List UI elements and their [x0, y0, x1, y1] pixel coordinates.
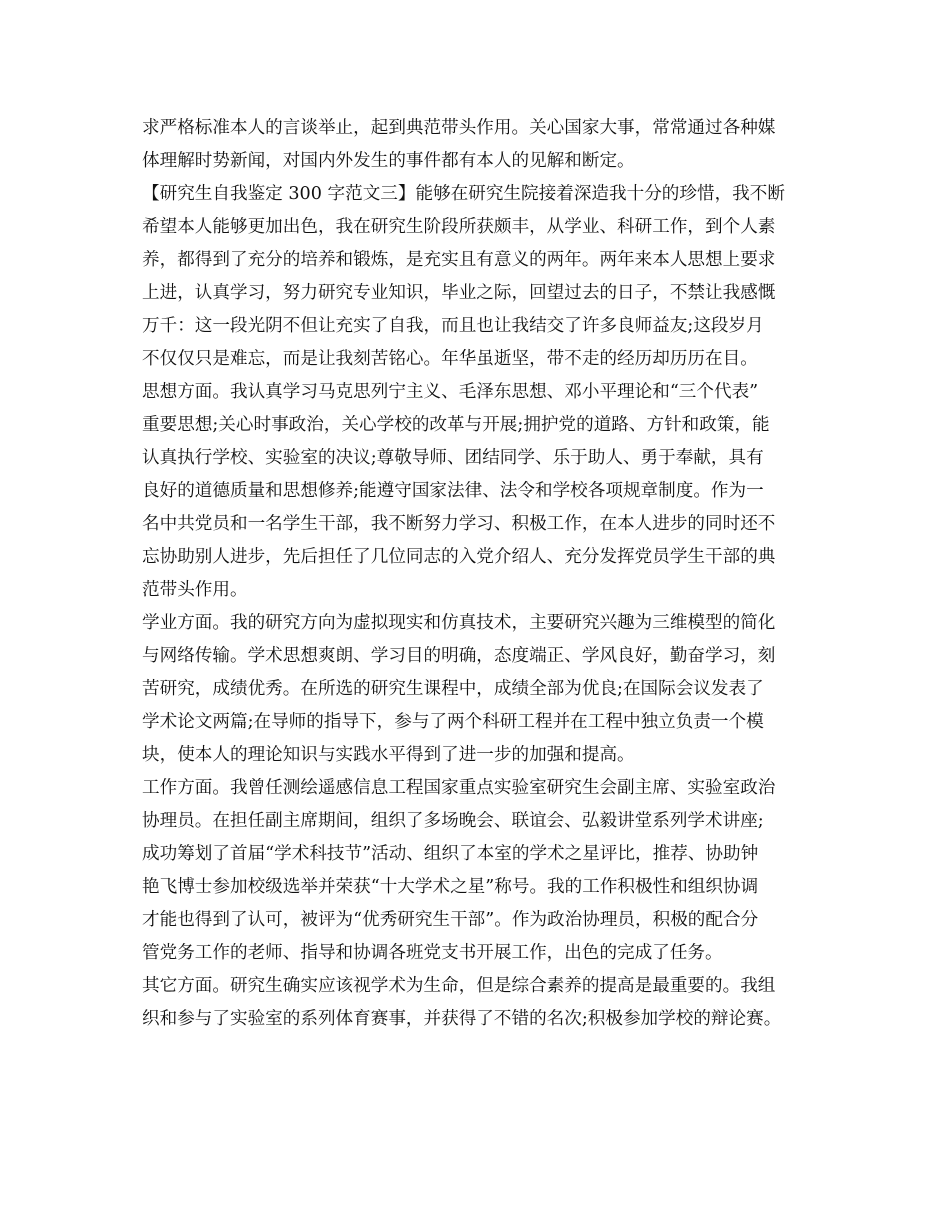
- text-line: 养，都得到了充分的培养和锻炼，是充实且有意义的两年。两年来本人思想上要求: [142, 250, 776, 270]
- text-line: 万千：这一段光阴不但让充实了自我，而且也让我结交了许多良师益友;这段岁月: [142, 316, 764, 336]
- text-line: 苦研究，成绩优秀。在所选的研究生课程中，成绩全部为优良;在国际会议发表了: [142, 679, 764, 699]
- text-line: 学术论文两篇;在导师的指导下，参与了两个科研工程并在工程中独立负责一个模: [142, 712, 764, 732]
- text-line: 学业方面。我的研究方向为虚拟现实和仿真技术，主要研究兴趣为三维模型的简化: [142, 613, 776, 633]
- text-line: 体理解时势新闻，对国内外发生的事件都有本人的见解和断定。: [142, 151, 635, 171]
- text-line: 其它方面。研究生确实应该视学术为生命，但是综合素养的提高是最重要的。我组: [142, 976, 776, 996]
- text-line: 上进，认真学习，努力研究专业知识，毕业之际，回望过去的日子，不禁让我感慨: [142, 283, 776, 303]
- text-line: 良好的道德质量和思想修养;能遵守国家法律、法令和学校各项规章制度。作为一: [142, 481, 764, 501]
- text-line: 工作方面。我曾任测绘遥感信息工程国家重点实验室研究生会副主席、实验室政治: [142, 778, 776, 798]
- text-line: 不仅仅只是难忘，而是让我刻苦铭心。年华虽逝坚，带不走的经历却历历在目。: [142, 349, 758, 369]
- text-line: 范带头作用。: [142, 580, 248, 600]
- text-line: 认真执行学校、实验室的决议;尊敬导师、团结同学、乐于助人、勇于奉献，具有: [142, 448, 764, 468]
- text-line: 重要思想;关心时事政治，关心学校的改革与开展;拥护党的道路、方针和政策，能: [142, 415, 770, 435]
- text-line: 协理员。在担任副主席期间，组织了多场晚会、联谊会、弘毅讲堂系列学术讲座;: [142, 811, 764, 831]
- text-line: 成功筹划了首届“学术科技节”活动、组织了本室的学术之星评比，推荐、协助钟: [142, 844, 759, 864]
- text-line: 块，使本人的理论知识与实践水平得到了进一步的加强和提高。: [142, 745, 635, 765]
- text-line: 求严格标准本人的言谈举止，起到典范带头作用。关心国家大事，常常通过各种媒: [142, 118, 776, 138]
- text-line: 希望本人能够更加出色，我在研究生阶段所获颇丰，从学业、科研工作，到个人素: [142, 217, 776, 237]
- text-line: 管党务工作的老师、指导和协调各班党支书开展工作，出色的完成了任务。: [142, 943, 723, 963]
- text-line: 才能也得到了认可，被评为“优秀研究生干部”。作为政治协理员，积极的配合分: [142, 910, 759, 930]
- text-line: 艳飞博士参加校级选举并荣获“十大学术之星”称号。我的工作积极性和组织协调: [142, 877, 759, 897]
- text-line: 织和参与了实验室的系列体育赛事，并获得了不错的名次;积极参加学校的辩论赛。: [142, 1009, 782, 1029]
- text-line: 思想方面。我认真学习马克思列宁主义、毛泽东思想、邓小平理论和“三个代表”: [142, 382, 759, 402]
- text-line: 忘协助别人进步，先后担任了几位同志的入党介绍人、充分发挥党员学生干部的典: [142, 547, 776, 567]
- text-line: 名中共党员和一名学生干部，我不断努力学习、积极工作，在本人进步的同时还不: [142, 514, 776, 534]
- document-body: [142, 112, 832, 1036]
- text-line: 【研究生自我鉴定 300 字范文三】能够在研究生院接着深造我十分的珍惜，我不断: [142, 184, 785, 204]
- text-line: 与网络传输。学术思想爽朗、学习目的明确，态度端正、学风良好，勤奋学习，刻: [142, 646, 776, 666]
